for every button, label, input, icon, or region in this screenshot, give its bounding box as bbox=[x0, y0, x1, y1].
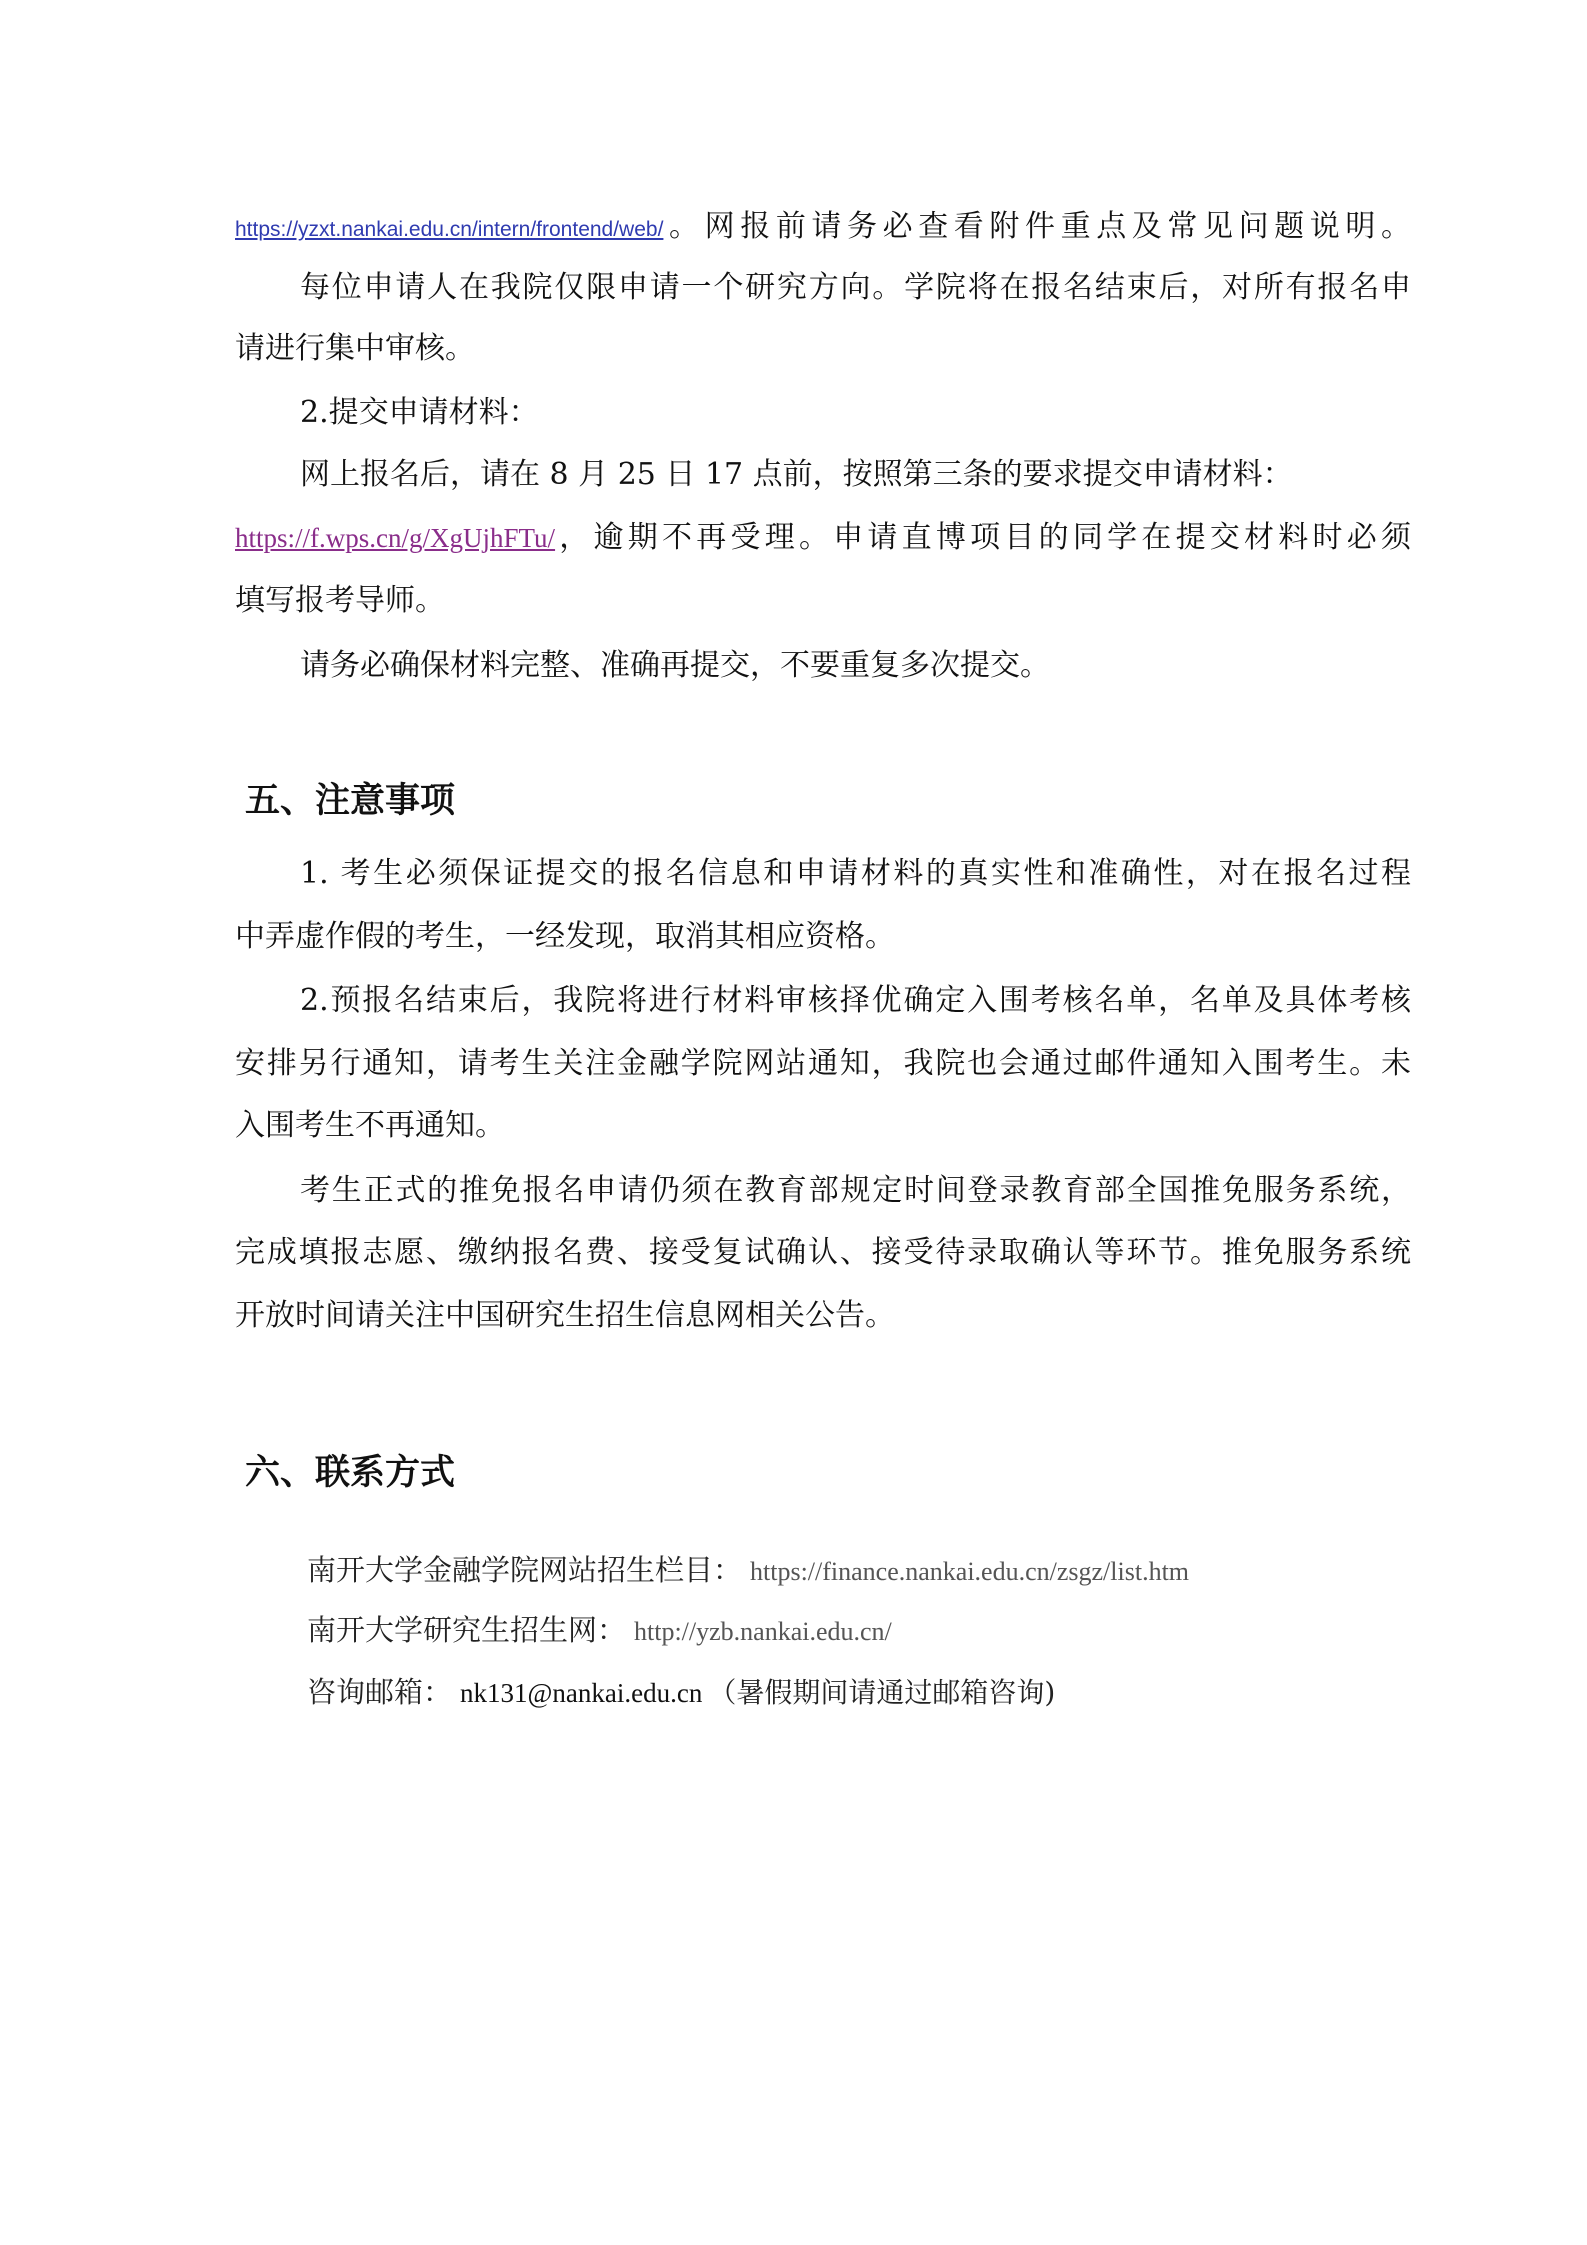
notes-paragraph-line: 中弄虚作假的考生，一经发现，取消其相应资格。 bbox=[235, 919, 895, 954]
finance-website-url[interactable]: https://finance.nankai.edu.cn/zsgz/list.htm bbox=[750, 1557, 1190, 1586]
submit-paragraph-line: 填写报考导师。 bbox=[235, 583, 445, 618]
registration-link-line bbox=[235, 196, 1411, 258]
submit-materials-title: 2.提交申请材料： bbox=[300, 395, 539, 430]
notes-paragraph-line: 入围考生不再通知。 bbox=[235, 1108, 505, 1143]
apply-paragraph-line: 请进行集中审核。 bbox=[235, 331, 475, 366]
notes-paragraph-line: 安排另行通知，请考生关注金融学院网站通知，我院也会通过邮件通知入围考生。未 bbox=[235, 1046, 1411, 1081]
admissions-website-url[interactable]: http://yzb.nankai.edu.cn/ bbox=[634, 1617, 892, 1646]
contact-label: 南开大学研究生招生网： bbox=[307, 1613, 627, 1647]
notes-paragraph-line: 完成填报志愿、缴纳报名费、接受复试确认、接受待录取确认等环节。推免服务系统 bbox=[235, 1235, 1411, 1270]
submission-form-link[interactable]: https://f.wps.cn/g/XgUjhFTu/ bbox=[235, 523, 556, 553]
contact-email-note: （暑假期间请通过邮箱咨询) bbox=[708, 1676, 1056, 1709]
contact-item-finance-website bbox=[307, 1540, 1407, 1600]
notes-paragraph-line: 考生正式的推免报名申请仍须在教育部规定时间登录教育部全国推免服务系统， bbox=[300, 1173, 1411, 1208]
section-heading-contact: 六、联系方式 bbox=[245, 1453, 456, 1493]
apply-paragraph-line: 每位申请人在我院仅限申请一个研究方向。学院将在报名结束后，对所有报名申 bbox=[300, 270, 1411, 305]
submit-note: 请务必确保材料完整、准确再提交，不要重复多次提交。 bbox=[300, 648, 1050, 683]
submit-link-line bbox=[235, 507, 1411, 569]
section-heading-notes: 五、注意事项 bbox=[245, 781, 456, 821]
submit-link-tail: ，逾期不再受理。申请直博项目的同学在提交材料时必须 bbox=[555, 520, 1411, 555]
contact-email[interactable]: nk131@nankai.edu.cn bbox=[460, 1678, 703, 1708]
registration-link-tail: 。网报前请务必查看附件重点及常见问题说明。 bbox=[663, 209, 1411, 244]
contact-item-admissions-website bbox=[307, 1600, 1407, 1660]
contact-label: 咨询邮箱： bbox=[307, 1675, 453, 1709]
notes-paragraph-line: 1. 考生必须保证提交的报名信息和申请材料的真实性和准确性，对在报名过程 bbox=[300, 856, 1411, 891]
notes-paragraph-line: 2.预报名结束后，我院将进行材料审核择优确定入围考核名单，名单及具体考核 bbox=[300, 983, 1411, 1018]
submit-paragraph-line: 网上报名后，请在 8 月 25 日 17 点前，按照第三条的要求提交申请材料： bbox=[300, 457, 1293, 492]
notes-paragraph-line: 开放时间请关注中国研究生招生信息网相关公告。 bbox=[235, 1298, 895, 1333]
contact-item-email bbox=[307, 1662, 1407, 1722]
contact-label: 南开大学金融学院网站招生栏目： bbox=[307, 1553, 743, 1587]
registration-system-link[interactable]: https://yzxt.nankai.edu.cn/intern/frontend/web/ bbox=[235, 218, 664, 241]
